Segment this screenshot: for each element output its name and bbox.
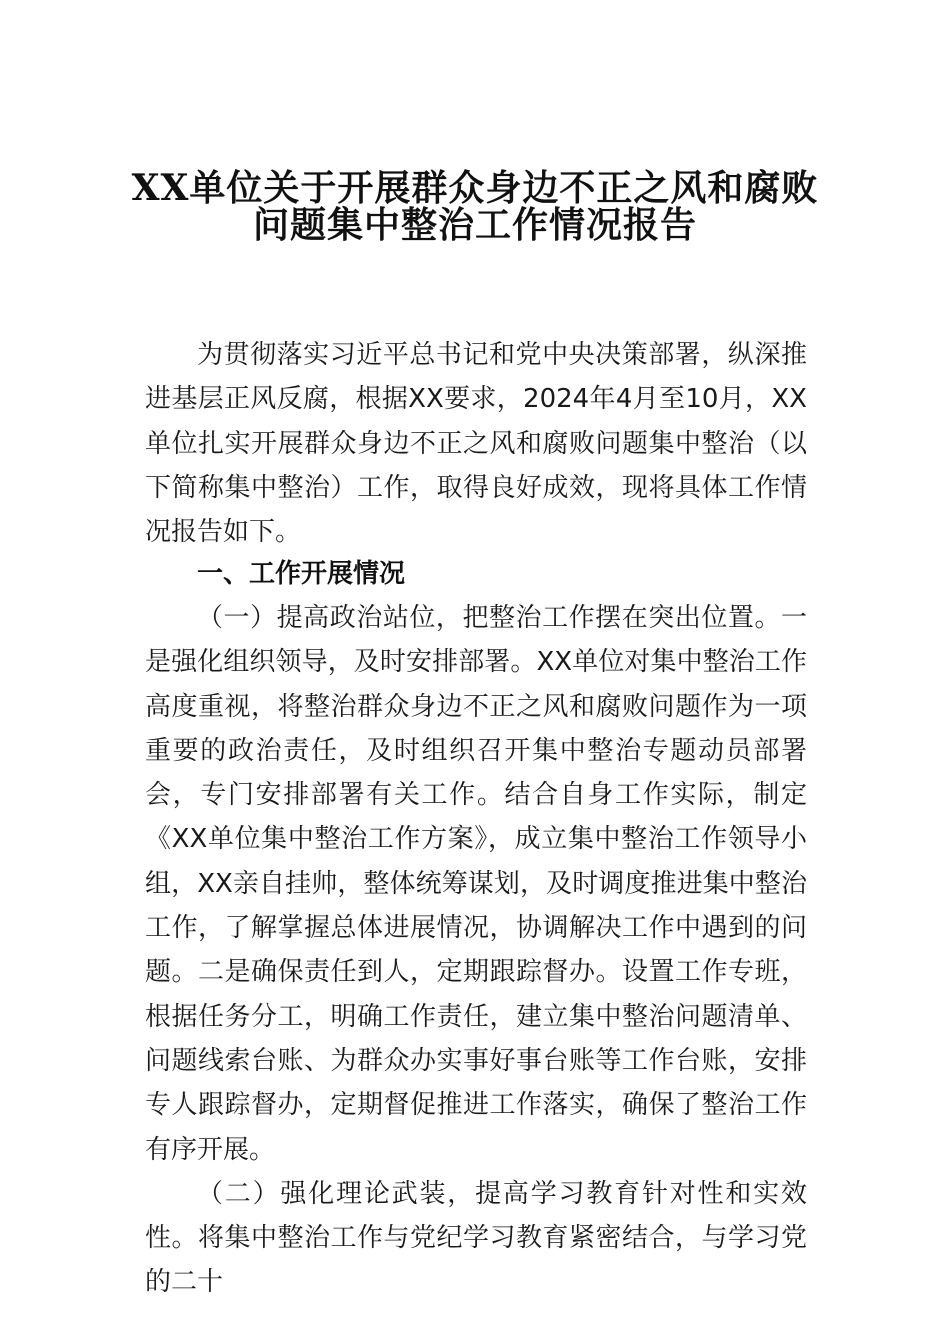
- paragraph-1: （一）提高政治站位，把整治工作摆在突出位置。一是强化组织领导，及时安排部署。XX单位对集中整治工作高度重视，将整治群众身边不正之风和腐败问题作为一项重要的政治责任，及时组织召开集中整治专题动员部署会，专门安排部署有关工作。结合自身工作实际，制定《XX单位集中整治工作方案》，成立集中整治工作领导小组，XX亲自挂帅，整体统筹谋划，及时调度推进集中整治工作，了解掌握总体进展情况，协调解决工作中遇到的问题。二是确保责任到人，定期跟踪督办。设置工作专班，根据任务分工，明确工作责任，建立集中整治问题清单、问题线索台账、为群众办实事好事台账等工作台账，安排专人跟踪督办，定期督促推进工作落实，确保了整治工作有序开展。: [145, 603, 807, 1165]
- intro-paragraph: 为贯彻落实习近平总书记和党中央决策部署，纵深推进基层正风反腐，根据XX要求，2024年4月至10月，XX单位扎实开展群众身边不正之风和腐败问题集中整治（以下简称集中整治）工作，取得良好成效，现将具体工作情况报告如下。: [145, 340, 807, 548]
- section1-body: [145, 596, 807, 1305]
- section-heading-1: 一、工作开展情况: [197, 559, 406, 589]
- document-title-line1: XX单位关于开展群众身边不正之风和腐败: [131, 167, 819, 209]
- intro-block: [145, 333, 807, 554]
- document-title-line2: 问题集中整治工作情况报告: [252, 204, 697, 246]
- paragraph-2: （二）强化理论武装，提高学习教育针对性和实效性。将集中整治工作与党纪学习教育紧密结合，与学习党的二十: [145, 1178, 807, 1298]
